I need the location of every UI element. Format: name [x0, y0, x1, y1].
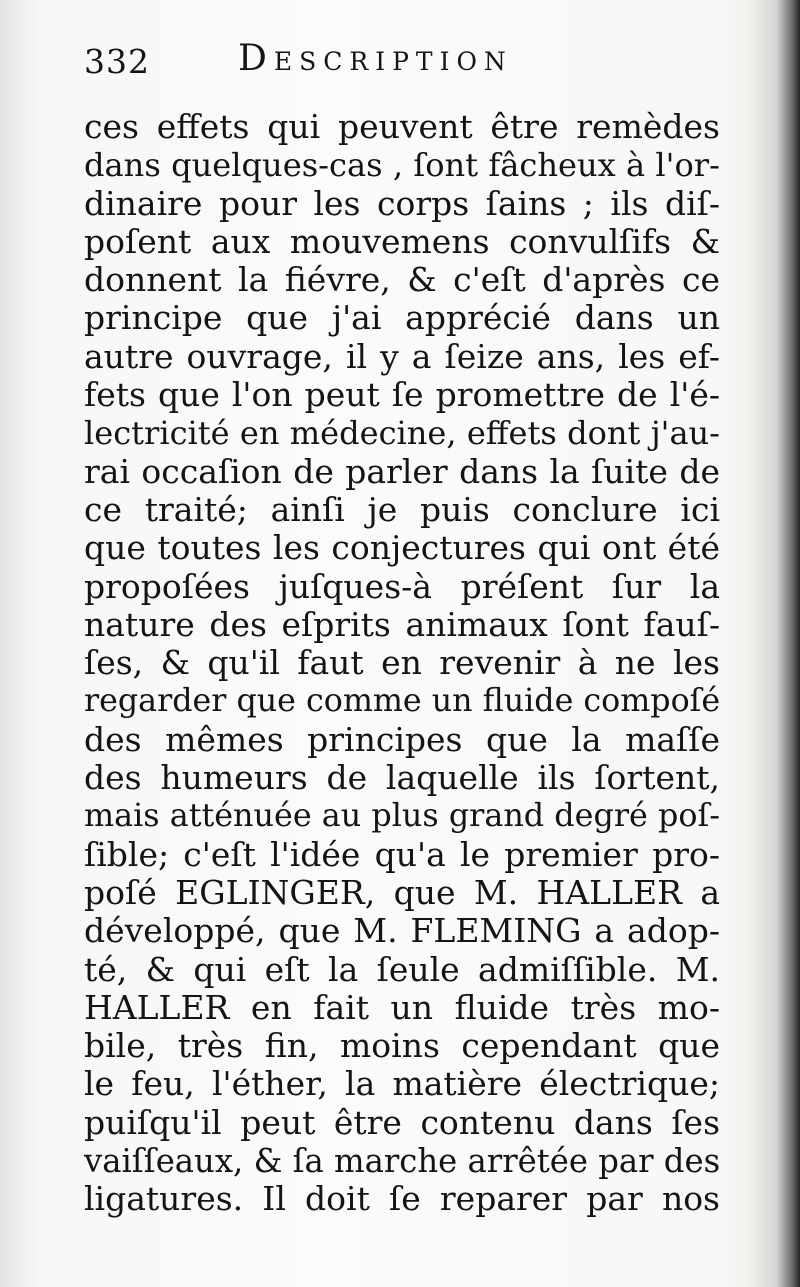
text-line: puiſqu'il peut être contenu dans ſes	[84, 1102, 720, 1142]
text-line: ce traité; ainſi je puis conclure ici	[84, 489, 720, 529]
text-line: des humeurs de laquelle ils ſortent,	[84, 758, 720, 798]
text-line: rai occaſion de parler dans la ſuite de	[84, 451, 720, 491]
text-line: bile, très fin, moins cependant que	[84, 1026, 720, 1066]
text-line: regarder que comme un fluide compoſé	[84, 683, 721, 720]
text-line: le feu, l'éther, la matière électrique;	[84, 1064, 720, 1104]
text-line: ſes, & qu'il faut en revenir à ne les	[84, 643, 720, 683]
text-line: HALLER en fait un fluide très mo-	[84, 987, 720, 1027]
page-left-edge	[0, 0, 38, 1287]
running-head: Description	[238, 38, 513, 79]
text-line: dinaire pour les corps ſains ; ils diſ-	[84, 183, 720, 223]
text-line: fets que l'on peut ſe promettre de l'é-	[84, 375, 720, 415]
text-line: des mêmes principes que la maſſe	[84, 719, 720, 759]
text-line: principe que j'ai apprécié dans un	[84, 298, 720, 338]
text-line: donnent la fiévre, & c'eſt d'après ce	[84, 260, 720, 300]
page-header	[84, 38, 724, 88]
text-line: ligatures. Il doit ſe reparer par nos	[84, 1179, 720, 1219]
text-line: ſible; c'eſt l'idée qu'a le premier pro-	[84, 834, 720, 874]
text-line: propoſées juſques-à préſent ſur la	[84, 566, 720, 606]
text-line: lectricité en médecine, effets dont j'au-	[84, 414, 720, 453]
text-line: poſé EGLINGER, que M. HALLER a	[84, 872, 720, 912]
text-line: poſent aux mouvemens convulſifs &	[84, 221, 720, 261]
text-line: dans quelques-cas , ſont fâcheux à l'or-	[84, 146, 720, 185]
text-line: autre ouvrage, il y a ſeize ans, les ef-	[84, 336, 720, 376]
text-line: vaiſſeaux, & ſa marche arrêtée par des	[84, 1142, 721, 1181]
text-line: développé, que M. FLEMING a adop-	[84, 911, 720, 951]
text-line: té, & qui eſt la ſeule admiſſible. M.	[84, 949, 720, 989]
text-line: ces effets qui peuvent être remèdes	[84, 107, 720, 146]
page-spine-shadow	[748, 0, 800, 1287]
body-text	[84, 108, 720, 1219]
page-number: 332	[84, 42, 150, 81]
text-line: que toutes les conjectures qui ont été	[84, 528, 720, 568]
text-line: nature des eſprits animaux ſont fauſ-	[84, 604, 720, 644]
text-line: mais atténuée au plus grand degré poſ-	[84, 797, 720, 835]
